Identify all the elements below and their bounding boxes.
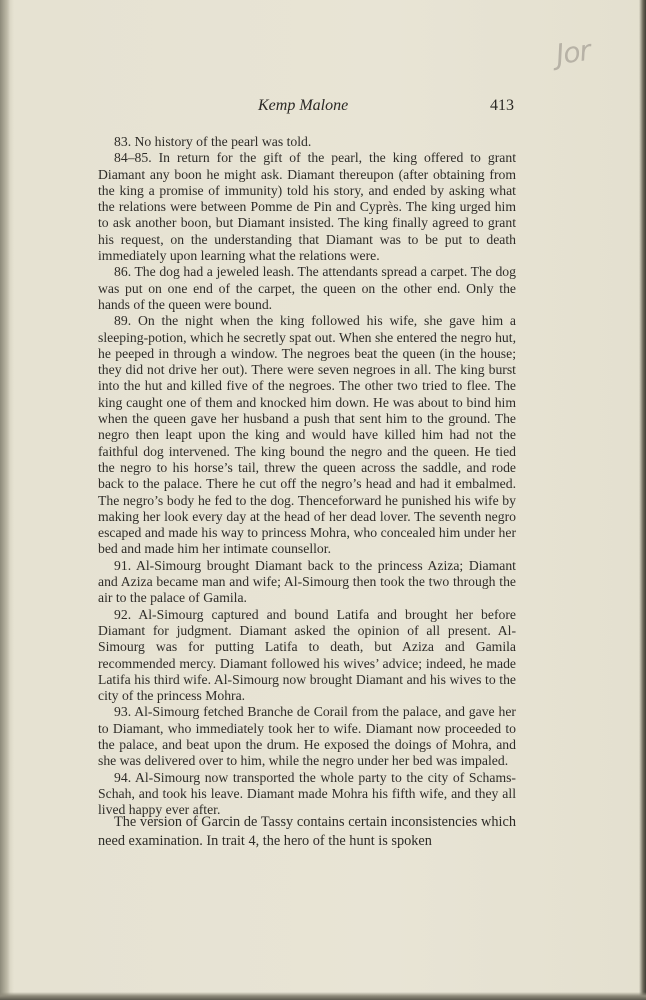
closing-text bbox=[98, 813, 516, 851]
body-text bbox=[98, 134, 516, 818]
closing-paragraph: The version of Garcin de Tassy contains certain inconsistencies which need examination. In trait 4, the hero of the hunt is spoken bbox=[98, 814, 516, 849]
page-right-edge bbox=[639, 0, 646, 1000]
paragraph-89: 89. On the night when the king followed his wife, she gave him a sleeping-potion, which he secretly spat out. When she entered the negro hut, he peeped in through a window. The negroes beat the queen (in the house; they did not drive her out). There were seven negroes in all. The king burst into the hut and killed five of the negroes. The other two tried to flee. The king caught one of them and knocked him down. He was about to bind him when the queen gave her husband a push that sent him to the ground. The negro then leapt upon the king and would have killed him had not the faithful dog intervened. The king bound the negro and the queen. He tied the negro to his horse’s tail, threw the queen across the saddle, and rode back to the palace. There he cut off the negro’s head and had it embalmed. The negro’s body he fed to the dog. Thenceforward he punished his wife by making her look every day at the head of her dead lover. The seventh negro escaped and made his way to princess Mohra, who concealed him under her bed and made him her intimate counsellor. bbox=[98, 313, 516, 557]
page-bottom-edge bbox=[0, 992, 646, 1000]
paragraph-86: 86. The dog had a jeweled leash. The attendants spread a carpet. The dog was put on one end of the carpet, the queen on the other end. Only the hands of the queen were bound. bbox=[98, 264, 516, 312]
paragraph-83: 83. No history of the pearl was told. bbox=[114, 134, 312, 149]
running-head bbox=[98, 97, 516, 121]
running-head-author: Kemp Malone bbox=[258, 97, 349, 114]
paragraph-92: 92. Al-Simourg captured and bound Latifa and brought her before Diamant for judgment. Diamant asked the opinion of all present. Al-Simourg was for putting Latifa to death, but Aziza and Gamila recommended mercy. Diamant followed his wives’ advice; indeed, he made Latifa his third wife. Al-Simourg now brought Diamant and his wives to the city of the princess Mohra. bbox=[98, 606, 516, 704]
page-gutter-shadow bbox=[0, 0, 10, 1000]
paragraph-91: 91. Al-Simourg brought Diamant back to the princess Aziza; Diamant and Aziza became man and wife; Al-Simourg then took the two through the air to the palace of Gamila. bbox=[98, 557, 516, 606]
handwritten-margin-note: Jor bbox=[553, 33, 593, 72]
paragraph-93: 93. Al-Simourg fetched Branche de Corail from the palace, and gave her to Diamant, who immediately took her to wife. Diamant now proceeded to the palace, and beat upon the drum. He exposed the doings of Mohra, and she was delivered over to him, while the negro under her bed was impaled. bbox=[98, 704, 516, 769]
paragraph-94: 94. Al-Simourg now transported the whole party to the city of Schams-Schah, and took his leave. Diamant made Mohra his fifth wife, and they all lived happy ever after. bbox=[98, 769, 516, 818]
page-number: 413 bbox=[490, 97, 514, 114]
paragraph-84-85: 84–85. In return for the gift of the pearl, the king offered to grant Diamant any boon he might ask. Diamant thereupon (after obtaining from the king a promise of immunity) told his story, and ended by asking what the relations were between Pomme de Pin and Cyprès. The king urged him to ask another boon, but Diamant insisted. The king finally agreed to grant his request, on the understanding that Diamant was to be put to death immediately upon learning what the relations were. bbox=[98, 150, 516, 264]
